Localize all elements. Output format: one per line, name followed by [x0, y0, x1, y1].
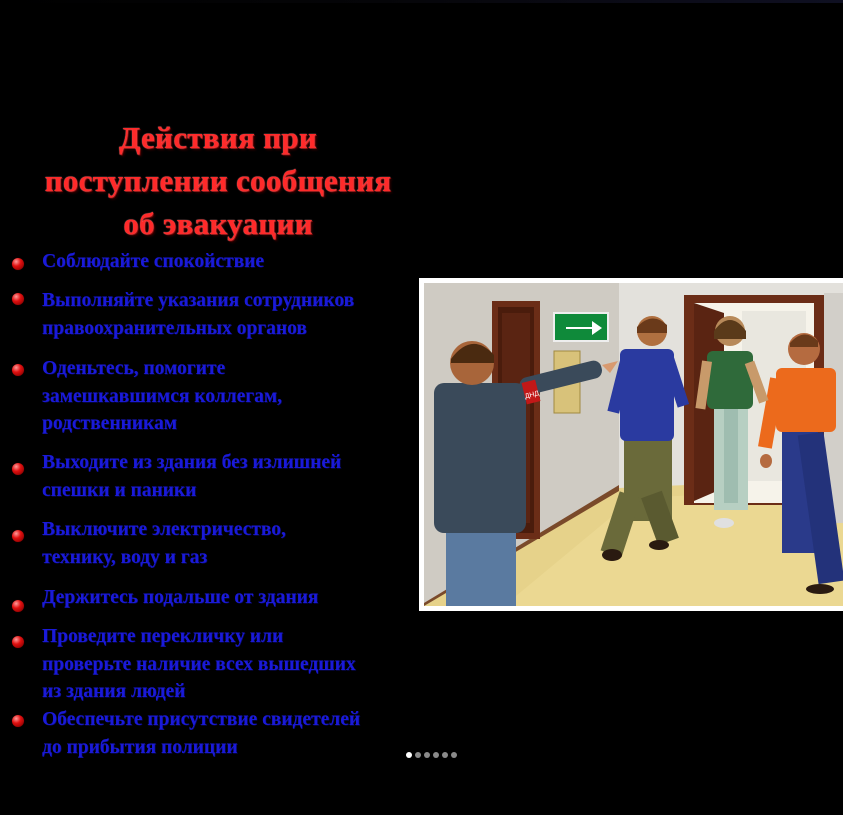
- list-item-line: Выходите из здания без излишней: [42, 452, 342, 473]
- list-item-line: замешкавшимся коллегам,: [42, 385, 283, 407]
- list-item-line: Держитесь подальше от здания: [42, 587, 319, 608]
- list-item-line: правоохранительных органов: [42, 317, 307, 339]
- list-item: [42, 584, 427, 612]
- slide-title: [10, 116, 426, 245]
- bullet-icon: [12, 293, 24, 305]
- bullet-icon: [12, 258, 24, 270]
- carousel-dot[interactable]: [433, 752, 439, 758]
- bullet-icon: [12, 364, 24, 376]
- evacuation-illustration-icon: [424, 283, 843, 606]
- bullet-icon: [12, 636, 24, 648]
- armband-text: ДНД: [524, 390, 541, 401]
- title-line: Действия при: [118, 120, 317, 155]
- list-item-line: родственникам: [42, 413, 177, 434]
- list-item-line: Обеспечьте присутствие свидетелей: [42, 709, 361, 730]
- carousel-indicator: [406, 752, 457, 758]
- title-line: об эвакуации: [123, 206, 313, 241]
- carousel-dot[interactable]: [406, 752, 412, 758]
- list-item-line: проверьте наличие всех вышедших: [42, 653, 356, 675]
- list-item: [42, 449, 427, 504]
- title-line: поступлении сообщения: [44, 163, 392, 198]
- evacuation-illustration: [419, 278, 843, 611]
- carousel-dot[interactable]: [451, 752, 457, 758]
- list-item-line: до прибытия полиции: [42, 736, 238, 758]
- list-item-line: Выполняйте указания сотрудников: [42, 290, 355, 311]
- list-item: [42, 355, 427, 438]
- list-item: [42, 623, 427, 706]
- list-item: [42, 248, 427, 276]
- list-item-line: спешки и паники: [42, 479, 197, 501]
- list-item: [42, 516, 427, 571]
- bullet-icon: [12, 530, 24, 542]
- list-item-line: из здания людей: [42, 681, 186, 702]
- list-item-line: Проведите перекличку или: [42, 626, 284, 647]
- bullet-icon: [12, 715, 24, 727]
- bullet-icon: [12, 600, 24, 612]
- carousel-dot[interactable]: [424, 752, 430, 758]
- list-item-line: Оденьтесь, помогите: [42, 358, 226, 379]
- top-strip: [0, 0, 843, 3]
- list-item: [42, 706, 427, 761]
- list-item: [42, 287, 427, 342]
- list-item-line: технику, воду и газ: [42, 546, 208, 568]
- carousel-dot[interactable]: [442, 752, 448, 758]
- carousel-dot[interactable]: [415, 752, 421, 758]
- list-item-line: Соблюдайте спокойствие: [42, 251, 265, 272]
- list-item-line: Выключите электричество,: [42, 519, 286, 540]
- bullet-icon: [12, 463, 24, 475]
